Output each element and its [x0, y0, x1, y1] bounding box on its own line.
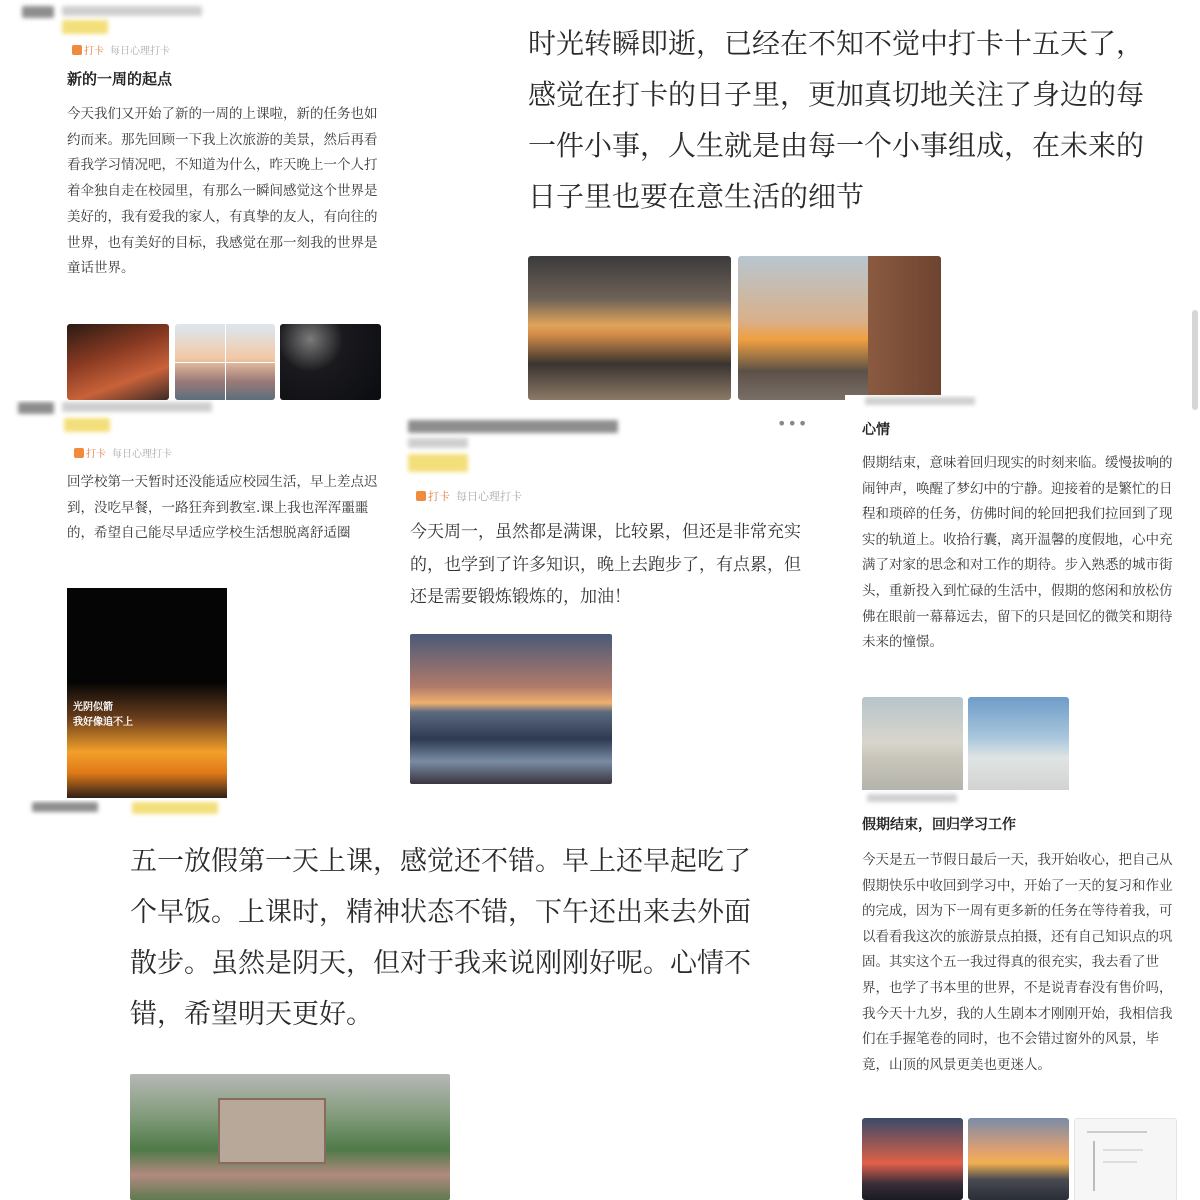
- post-card-4[interactable]: [400, 400, 840, 800]
- username-blurred[interactable]: [62, 6, 202, 16]
- username-blurred[interactable]: [62, 402, 212, 412]
- checkin-badge[interactable]: [74, 445, 172, 460]
- post-title: 心情: [862, 422, 890, 438]
- post-card-7[interactable]: [845, 790, 1190, 1200]
- checkin-icon: [416, 491, 426, 501]
- checkin-tag-label: 打卡: [86, 449, 106, 460]
- post-body: 时光转瞬即逝，已经在不知不觉中打卡十五天了，感觉在打卡的日子里，更加真切地关注了身边的每一件小事，人生就是由每一个小事组成，在未来的日子里也要在意生活的细节: [528, 27, 1145, 213]
- level-badge: [408, 454, 468, 472]
- checkin-icon: [74, 448, 84, 458]
- post-photo-window-sunset[interactable]: [528, 256, 731, 400]
- avatar[interactable]: [18, 402, 54, 414]
- post-photo-collage[interactable]: [175, 324, 275, 400]
- post-card-3[interactable]: [0, 400, 395, 805]
- post-body: 五一放假第一天上课，感觉还不错。早上还早起吃了个早饭。上课时，精神状态不错，下午还出来去外面散步。虽然是阴天，但对于我来说刚刚好呢。心情不错，希望明天更好。: [130, 846, 751, 1030]
- post-photo-night-road[interactable]: [280, 324, 381, 400]
- post-photo-mountain-sunrise[interactable]: [968, 1118, 1069, 1200]
- post-title: 新的一周的起点: [67, 70, 173, 88]
- checkin-tag-label: 打卡: [84, 46, 104, 57]
- meta-blurred: [408, 438, 468, 448]
- post-photo-notes[interactable]: [1074, 1118, 1177, 1200]
- post-card-1[interactable]: [0, 0, 395, 400]
- checkin-badge[interactable]: [72, 42, 170, 57]
- post-photo-beach-sunset[interactable]: [410, 634, 612, 784]
- post-body: 回学校第一天暂时还没能适应校园生活，早上差点迟到，没吃早餐，一路狂奔到教室.课上我也浑浑噩噩的，希望自己能尽早适应学校生活想脱离舒适圈: [67, 474, 378, 542]
- checkin-icon: [72, 45, 82, 55]
- post-photo-sunset-caption[interactable]: [67, 588, 227, 798]
- post-body: 今天周一，虽然都是满课，比较累，但还是非常充实的，也学到了许多知识，晚上去跑步了，有点累，但还是需要锻炼锻炼的，加油！: [410, 522, 801, 607]
- avatar[interactable]: [32, 802, 98, 812]
- scrollbar-thumb[interactable]: [1192, 310, 1198, 410]
- meta-blurred: [867, 794, 957, 802]
- post-body: 今天我们又开始了新的一周的上课啦，新的任务也如约而来。那先回顾一下我上次旅游的美景，然后再看看我学习情况吧，不知道为什么，昨天晚上一个人打着伞独自走在校园里，有那么一瞬间感觉这个世界是美好的，我有爱我的家人，有真挚的友人，有向往的世界，也有美好的目标，我感觉在那一刻我的世界是童话世界。: [67, 106, 378, 277]
- checkin-sub-label: 每日心理打卡: [456, 490, 522, 503]
- level-badge: [62, 20, 108, 34]
- post-card-6[interactable]: [0, 800, 830, 1200]
- post-photo-campus-garden[interactable]: [130, 1074, 450, 1200]
- post-photo-foggy-shore[interactable]: [968, 697, 1069, 798]
- checkin-badge[interactable]: [416, 488, 522, 504]
- level-badge: [132, 802, 218, 814]
- avatar[interactable]: [22, 6, 54, 18]
- checkin-sub-label: 每日心理打卡: [110, 46, 170, 57]
- meta-blurred: [865, 397, 975, 405]
- post-title: 假期结束，回归学习工作: [862, 817, 1016, 833]
- more-options-icon[interactable]: •••: [777, 414, 809, 433]
- username-blurred[interactable]: [408, 420, 618, 433]
- post-card-5[interactable]: [845, 395, 1190, 805]
- image-caption: 光阴似箭 我好像追不上: [73, 702, 133, 728]
- post-photo-walkway-sunset[interactable]: [738, 256, 941, 400]
- post-photo-foggy-sea[interactable]: [862, 697, 963, 798]
- post-photo-red-sunset[interactable]: [862, 1118, 963, 1200]
- post-body: 今天是五一节假日最后一天，我开始收心，把自己从假期快乐中收回到学习中，开始了一天的复习和作业的完成，因为下一周有更多新的任务在等待着我，可以看看我这次的旅游景点拍摄，还有自己知识点的巩固。其实这个五一我过得真的很充实，我去看了世界，也学了书本里的世界，不是说青春没有售价吗，我今天十九岁，我的人生剧本才刚刚开始，我相信我们在手握笔卷的同时，也不会错过窗外的风景，毕竟，山顶的风景更美也更迷人。: [862, 852, 1173, 1073]
- checkin-tag-label: 打卡: [428, 490, 450, 503]
- checkin-sub-label: 每日心理打卡: [112, 449, 172, 460]
- level-badge: [64, 418, 110, 432]
- post-photo-bridge[interactable]: [67, 324, 169, 400]
- post-body: 假期结束，意味着回归现实的时刻来临。缓慢拔响的闹钟声，唤醒了梦幻中的宁静。迎接着的是繁忙的日程和琐碎的任务，仿佛时间的轮回把我们拉回到了现实的轨道上。收拾行囊，离开温馨的度假地，心中充满了对家的思念和对工作的期待。步入熟悉的城市街头，重新投入到忙碌的生活中，假期的悠闲和放松仿佛在眼前一幕幕远去，留下的只是回忆的微笑和期待未来的憧憬。: [862, 455, 1173, 651]
- post-card-2[interactable]: [400, 0, 1190, 400]
